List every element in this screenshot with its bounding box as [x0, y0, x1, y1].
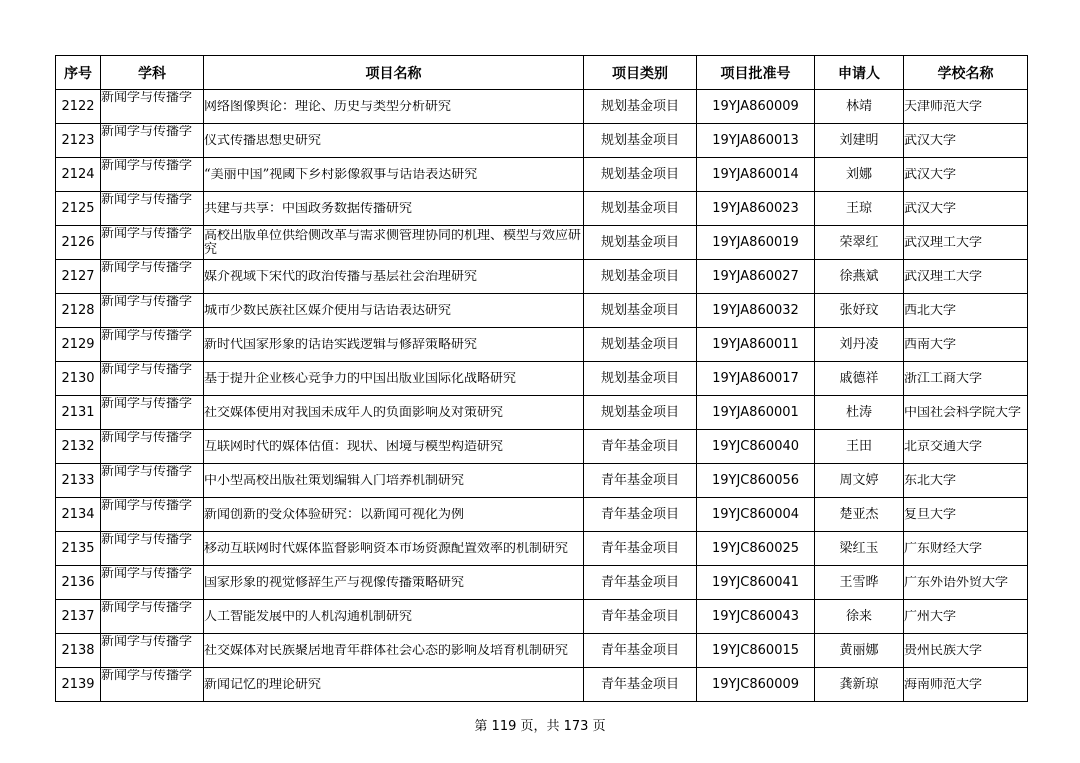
table-row: [56, 634, 1028, 668]
header-approval-number: 项目批准号: [697, 56, 815, 90]
row-subject-cell: [101, 498, 204, 532]
row-project-name-cell: [204, 396, 584, 430]
row-subject: 新闻学与传播学: [101, 532, 193, 547]
row-project-name-cell: [204, 498, 584, 532]
row-seq: 2137: [56, 600, 101, 634]
table-row: [56, 124, 1028, 158]
row-project-type: 青年基金项目: [584, 430, 697, 464]
table-header-row: [56, 56, 1028, 90]
row-project-name: 新时代国家形象的话语实践逻辑与修辞策略研究: [204, 337, 478, 352]
row-subject: 新闻学与传播学: [101, 90, 193, 105]
row-school: 北京交通大学: [904, 439, 983, 454]
row-approval-number: 19YJC860015: [697, 634, 815, 668]
row-school-cell: [904, 362, 1028, 396]
table-row: [56, 668, 1028, 702]
row-project-name: 仪式传播思想史研究: [204, 133, 322, 148]
row-seq: 2138: [56, 634, 101, 668]
row-project-name-cell: [204, 158, 584, 192]
row-school: 武汉大学: [904, 133, 957, 148]
row-subject: 新闻学与传播学: [101, 566, 193, 581]
row-school-cell: [904, 396, 1028, 430]
row-applicant: 徐燕斌: [815, 260, 904, 294]
header-project-name: 项目名称: [204, 56, 584, 90]
row-subject: 新闻学与传播学: [101, 498, 193, 513]
row-project-type: 青年基金项目: [584, 668, 697, 702]
row-approval-number: 19YJC860040: [697, 430, 815, 464]
row-project-name: 国家形象的视觉修辞生产与视像传播策略研究: [204, 575, 465, 590]
table-row: [56, 294, 1028, 328]
row-project-type: 规划基金项目: [584, 260, 697, 294]
row-approval-number: 19YJA860001: [697, 396, 815, 430]
row-school: 浙江工商大学: [904, 371, 983, 386]
row-subject-cell: [101, 600, 204, 634]
row-applicant: 王田: [815, 430, 904, 464]
row-seq: 2131: [56, 396, 101, 430]
row-seq: 2128: [56, 294, 101, 328]
table-row: [56, 226, 1028, 260]
row-approval-number: 19YJC860041: [697, 566, 815, 600]
row-seq: 2134: [56, 498, 101, 532]
row-school: 武汉理工大学: [904, 235, 983, 250]
row-subject-cell: [101, 532, 204, 566]
row-project-name-cell: [204, 294, 584, 328]
row-project-type: 青年基金项目: [584, 634, 697, 668]
row-school-cell: [904, 260, 1028, 294]
row-subject-cell: [101, 90, 204, 124]
row-project-name: 互联网时代的媒体估值：现状、困境与模型构造研究: [204, 439, 504, 454]
row-project-name: 网络图像舆论：理论、历史与类型分析研究: [204, 99, 452, 114]
row-school-cell: [904, 498, 1028, 532]
row-applicant: 徐来: [815, 600, 904, 634]
row-project-type: 规划基金项目: [584, 396, 697, 430]
row-applicant: 张妤玟: [815, 294, 904, 328]
row-seq: 2135: [56, 532, 101, 566]
row-applicant: 王雪晔: [815, 566, 904, 600]
row-subject-cell: [101, 260, 204, 294]
row-school: 海南师范大学: [904, 677, 983, 692]
row-seq: 2129: [56, 328, 101, 362]
table-row: [56, 430, 1028, 464]
row-project-name-cell: [204, 90, 584, 124]
row-project-type: 规划基金项目: [584, 226, 697, 260]
table-row: [56, 362, 1028, 396]
table-row: [56, 328, 1028, 362]
row-applicant: 周文婷: [815, 464, 904, 498]
row-project-name-cell: [204, 566, 584, 600]
row-applicant: 刘丹凌: [815, 328, 904, 362]
row-project-name-cell: [204, 192, 584, 226]
row-project-name: 媒介视域下宋代的政治传播与基层社会治理研究: [204, 269, 478, 284]
row-seq: 2124: [56, 158, 101, 192]
row-project-name-cell: [204, 600, 584, 634]
row-school: 中国社会科学院大学: [904, 405, 1022, 420]
row-project-type: 规划基金项目: [584, 192, 697, 226]
row-project-type: 规划基金项目: [584, 158, 697, 192]
header-seq: 序号: [56, 56, 101, 90]
header-school: 学校名称: [904, 56, 1028, 90]
row-project-name-cell: [204, 464, 584, 498]
row-school: 广东外语外贸大学: [904, 575, 1009, 590]
row-school-cell: [904, 158, 1028, 192]
row-school: 西南大学: [904, 337, 957, 352]
row-applicant: 杜涛: [815, 396, 904, 430]
row-subject-cell: [101, 668, 204, 702]
row-project-type: 青年基金项目: [584, 532, 697, 566]
row-subject-cell: [101, 226, 204, 260]
table-row: [56, 396, 1028, 430]
row-subject: 新闻学与传播学: [101, 600, 193, 615]
row-project-name-cell: [204, 668, 584, 702]
row-applicant: 林靖: [815, 90, 904, 124]
row-school-cell: [904, 668, 1028, 702]
row-seq: 2133: [56, 464, 101, 498]
row-subject: 新闻学与传播学: [101, 294, 193, 309]
row-project-name: 新闻创新的受众体验研究：以新闻可视化为例: [204, 507, 465, 522]
row-school-cell: [904, 294, 1028, 328]
row-approval-number: 19YJC860004: [697, 498, 815, 532]
row-project-name-cell: [204, 634, 584, 668]
row-seq: 2136: [56, 566, 101, 600]
row-school: 广东财经大学: [904, 541, 983, 556]
row-school-cell: [904, 464, 1028, 498]
row-subject-cell: [101, 362, 204, 396]
row-subject-cell: [101, 634, 204, 668]
row-school: 东北大学: [904, 473, 957, 488]
table-row: [56, 498, 1028, 532]
row-seq: 2132: [56, 430, 101, 464]
row-project-type: 规划基金项目: [584, 328, 697, 362]
row-project-type: 规划基金项目: [584, 124, 697, 158]
row-subject: 新闻学与传播学: [101, 192, 193, 207]
table-row: [56, 532, 1028, 566]
row-applicant: 刘娜: [815, 158, 904, 192]
row-applicant: 黄丽娜: [815, 634, 904, 668]
row-school-cell: [904, 566, 1028, 600]
row-seq: 2127: [56, 260, 101, 294]
row-project-name: 共建与共享：中国政务数据传播研究: [204, 201, 413, 216]
row-approval-number: 19YJC860056: [697, 464, 815, 498]
row-approval-number: 19YJA860017: [697, 362, 815, 396]
row-project-name-cell: [204, 124, 584, 158]
table-row: [56, 90, 1028, 124]
row-applicant: 楚亚杰: [815, 498, 904, 532]
row-project-type: 青年基金项目: [584, 464, 697, 498]
row-project-name: 社交媒体使用对我国未成年人的负面影响及对策研究: [204, 405, 504, 420]
row-subject: 新闻学与传播学: [101, 124, 193, 139]
row-approval-number: 19YJC860009: [697, 668, 815, 702]
row-approval-number: 19YJA860023: [697, 192, 815, 226]
row-school-cell: [904, 600, 1028, 634]
row-school: 武汉大学: [904, 167, 957, 182]
row-project-type: 规划基金项目: [584, 90, 697, 124]
row-approval-number: 19YJA860019: [697, 226, 815, 260]
row-approval-number: 19YJA860009: [697, 90, 815, 124]
row-seq: 2123: [56, 124, 101, 158]
row-subject: 新闻学与传播学: [101, 328, 193, 343]
row-subject-cell: [101, 566, 204, 600]
row-subject-cell: [101, 158, 204, 192]
table-row: [56, 192, 1028, 226]
row-subject-cell: [101, 328, 204, 362]
row-subject: 新闻学与传播学: [101, 362, 193, 377]
row-project-name: 城市少数民族社区媒介使用与话语表达研究: [204, 303, 452, 318]
row-subject: 新闻学与传播学: [101, 158, 193, 173]
row-project-name: 人工智能发展中的人机沟通机制研究: [204, 609, 413, 624]
row-applicant: 龚新琼: [815, 668, 904, 702]
row-project-type: 青年基金项目: [584, 498, 697, 532]
row-seq: 2125: [56, 192, 101, 226]
row-approval-number: 19YJC860043: [697, 600, 815, 634]
row-approval-number: 19YJA860013: [697, 124, 815, 158]
row-seq: 2126: [56, 226, 101, 260]
row-school-cell: [904, 192, 1028, 226]
row-applicant: 梁红玉: [815, 532, 904, 566]
page-number: 第 119 页，共 173 页: [474, 719, 606, 734]
row-school: 贵州民族大学: [904, 643, 983, 658]
row-subject: 新闻学与传播学: [101, 260, 193, 275]
row-subject-cell: [101, 124, 204, 158]
row-approval-number: 19YJA860011: [697, 328, 815, 362]
row-school: 复旦大学: [904, 507, 957, 522]
header-applicant: 申请人: [815, 56, 904, 90]
row-subject: 新闻学与传播学: [101, 396, 193, 411]
row-applicant: 荣翠红: [815, 226, 904, 260]
row-subject: 新闻学与传播学: [101, 430, 193, 445]
row-subject: 新闻学与传播学: [101, 226, 193, 241]
row-school-cell: [904, 328, 1028, 362]
row-project-name-cell: [204, 362, 584, 396]
row-school: 西北大学: [904, 303, 957, 318]
table-row: [56, 600, 1028, 634]
row-project-name-cell: [204, 532, 584, 566]
row-subject: 新闻学与传播学: [101, 634, 193, 649]
row-project-name-cell: [204, 260, 584, 294]
row-project-type: 规划基金项目: [584, 362, 697, 396]
row-project-name-cell: [204, 226, 584, 260]
table-row: [56, 158, 1028, 192]
row-project-name: “美丽中国”视阈下乡村影像叙事与话语表达研究: [204, 167, 478, 182]
row-school: 武汉大学: [904, 201, 957, 216]
row-seq: 2122: [56, 90, 101, 124]
row-project-name: 移动互联网时代媒体监督影响资本市场资源配置效率的机制研究: [204, 541, 569, 556]
row-school-cell: [904, 226, 1028, 260]
row-subject-cell: [101, 430, 204, 464]
header-project-type: 项目类别: [584, 56, 697, 90]
table-row: [56, 260, 1028, 294]
row-project-type: 规划基金项目: [584, 294, 697, 328]
row-school: 天津师范大学: [904, 99, 983, 114]
row-project-name: 新闻记忆的理论研究: [204, 677, 322, 692]
row-approval-number: 19YJA860014: [697, 158, 815, 192]
table-row: [56, 566, 1028, 600]
row-project-name: 高校出版单位供给侧改革与需求侧管理协同的机理、模型与效应研究: [204, 228, 582, 257]
row-subject-cell: [101, 294, 204, 328]
row-school: 武汉理工大学: [904, 269, 983, 284]
row-project-name: 基于提升企业核心竞争力的中国出版业国际化战略研究: [204, 371, 517, 386]
row-school-cell: [904, 634, 1028, 668]
row-applicant: 戚德祥: [815, 362, 904, 396]
row-school-cell: [904, 430, 1028, 464]
row-approval-number: 19YJA860032: [697, 294, 815, 328]
row-approval-number: 19YJA860027: [697, 260, 815, 294]
row-project-name: 中小型高校出版社策划编辑入门培养机制研究: [204, 473, 465, 488]
project-table: [55, 55, 1028, 702]
row-applicant: 王琼: [815, 192, 904, 226]
row-subject-cell: [101, 396, 204, 430]
row-school-cell: [904, 90, 1028, 124]
row-subject-cell: [101, 464, 204, 498]
row-project-type: 青年基金项目: [584, 600, 697, 634]
row-approval-number: 19YJC860025: [697, 532, 815, 566]
table-row: [56, 464, 1028, 498]
row-applicant: 刘建明: [815, 124, 904, 158]
row-project-name: 社交媒体对民族聚居地青年群体社会心态的影响及培育机制研究: [204, 643, 569, 658]
header-subject: 学科: [101, 56, 204, 90]
row-project-type: 青年基金项目: [584, 566, 697, 600]
row-seq: 2139: [56, 668, 101, 702]
row-subject: 新闻学与传播学: [101, 464, 193, 479]
row-project-name-cell: [204, 430, 584, 464]
row-project-name-cell: [204, 328, 584, 362]
row-subject: 新闻学与传播学: [101, 668, 193, 683]
row-school: 广州大学: [904, 609, 957, 624]
row-school-cell: [904, 124, 1028, 158]
row-seq: 2130: [56, 362, 101, 396]
row-school-cell: [904, 532, 1028, 566]
row-subject-cell: [101, 192, 204, 226]
